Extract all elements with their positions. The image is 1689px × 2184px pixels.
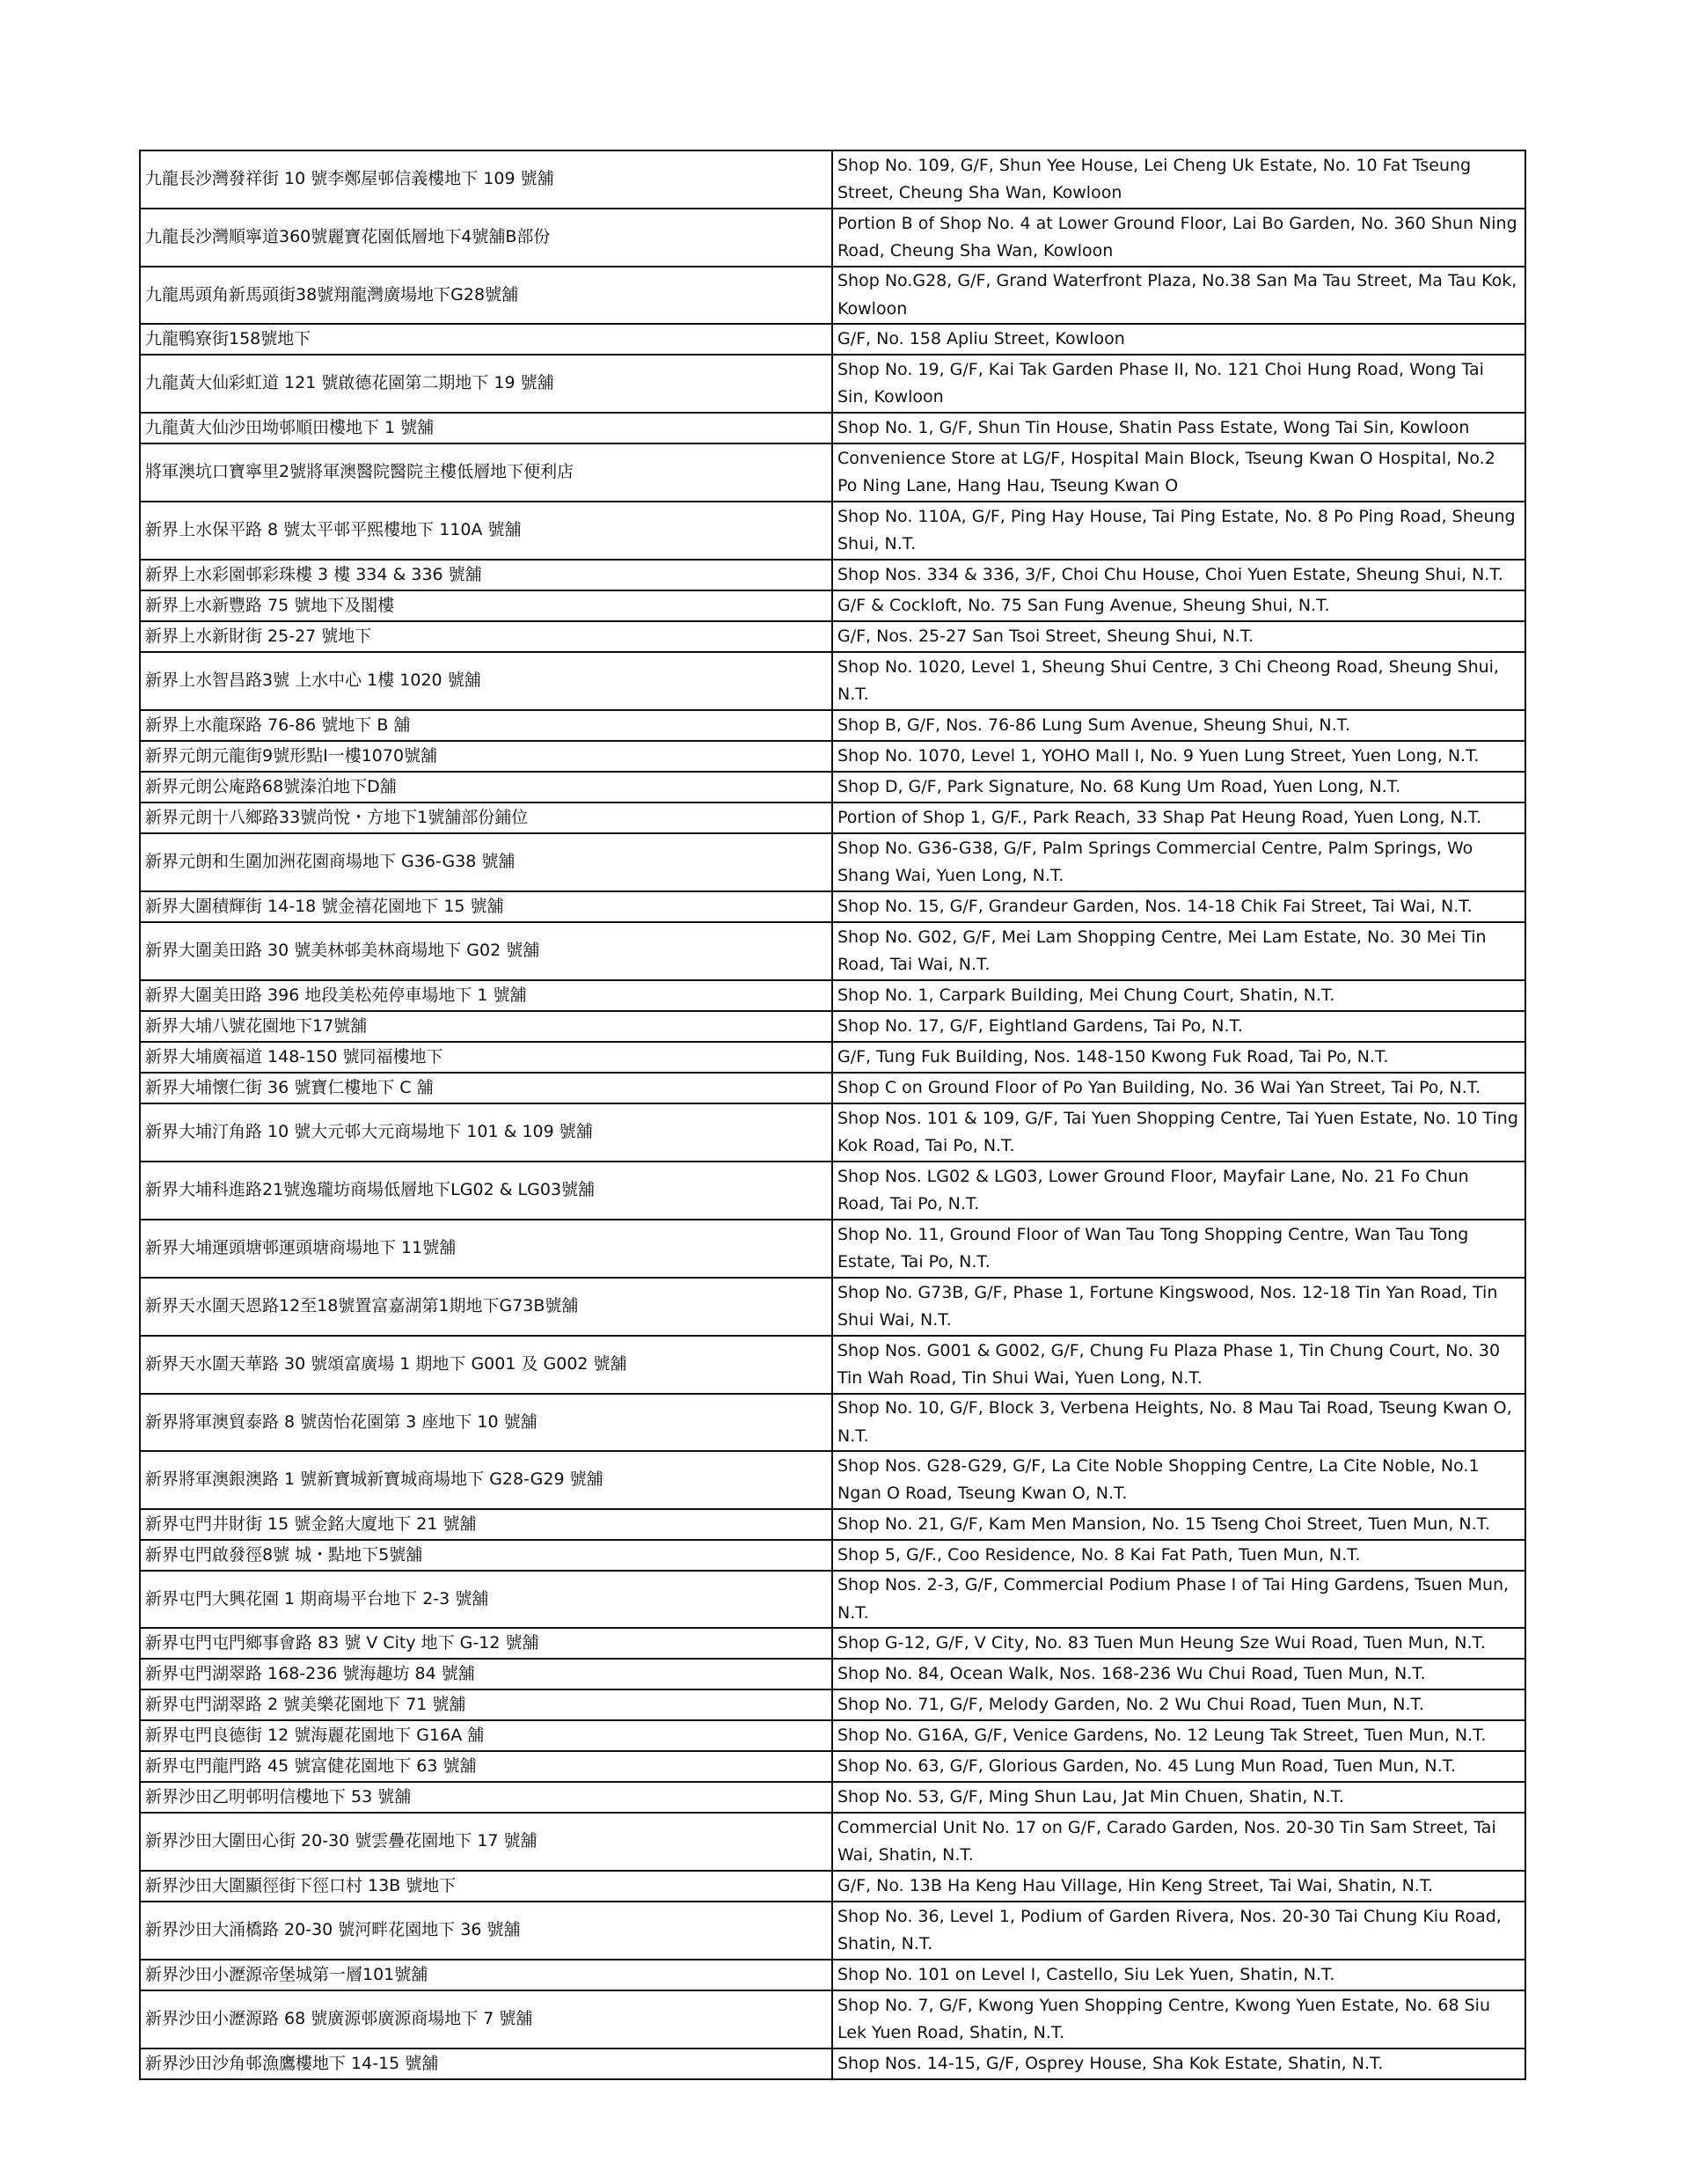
english-address-cell: Shop D, G/F, Park Signature, No. 68 Kung Um Road, Yuen Long, N.T.: [832, 772, 1525, 803]
chinese-address-cell: 新界大圍美田路 30 號美林邨美林商場地下 G02 號舖: [140, 922, 832, 980]
table-row: [140, 1394, 1525, 1451]
english-address-cell: Shop No. 1020, Level 1, Sheung Shui Centre, 3 Chi Cheong Road, Sheung Shui, N.T.: [832, 652, 1525, 710]
english-address-cell: Shop Nos. 14-15, G/F, Osprey House, Sha Kok Estate, Shatin, N.T.: [832, 2048, 1525, 2079]
table-row: [140, 1990, 1525, 2048]
english-address-cell: Shop No. 1, G/F, Shun Tin House, Shatin Pass Estate, Wong Tai Sin, Kowloon: [832, 413, 1525, 443]
table-row: [140, 1659, 1525, 1689]
table-row: [140, 741, 1525, 772]
table-row: [140, 891, 1525, 922]
chinese-address-cell: 九龍長沙灣順寧道360號麗寶花園低層地下4號舖B部份: [140, 209, 832, 267]
table-row: [140, 922, 1525, 980]
english-address-cell: Shop Nos. 101 & 109, G/F, Tai Yuen Shopping Centre, Tai Yuen Estate, No. 10 Ting Kok Road, Tai Po, N.T.: [832, 1103, 1525, 1162]
table-row: [140, 1509, 1525, 1540]
table-row: [140, 1871, 1525, 1902]
table-row: [140, 710, 1525, 741]
english-address-cell: Shop No. 110A, G/F, Ping Hay House, Tai Ping Estate, No. 8 Po Ping Road, Sheung Shui, N.T.: [832, 502, 1525, 560]
table-row: [140, 1813, 1525, 1871]
chinese-address-cell: 新界沙田沙角邨漁鷹樓地下 14-15 號舖: [140, 2048, 832, 2079]
table-row: [140, 1278, 1525, 1336]
table-row: [140, 1011, 1525, 1042]
english-address-cell: G/F & Cockloft, No. 75 San Fung Avenue, Sheung Shui, N.T.: [832, 590, 1525, 621]
chinese-address-cell: 新界大埔汀角路 10 號大元邨大元商場地下 101 & 109 號舖: [140, 1103, 832, 1162]
table-row: [140, 209, 1525, 267]
table-row: [140, 1042, 1525, 1073]
english-address-cell: G/F, Tung Fuk Building, Nos. 148-150 Kwong Fuk Road, Tai Po, N.T.: [832, 1042, 1525, 1073]
address-table: [139, 150, 1526, 2080]
chinese-address-cell: 新界天水圍天華路 30 號頌富廣場 1 期地下 G001 及 G002 號舖: [140, 1336, 832, 1394]
english-address-cell: Shop G-12, G/F, V City, No. 83 Tuen Mun Heung Sze Wui Road, Tuen Mun, N.T.: [832, 1628, 1525, 1659]
chinese-address-cell: 新界大埔廣福道 148-150 號同福樓地下: [140, 1042, 832, 1073]
chinese-address-cell: 新界元朗元龍街9號形點I一樓1070號舖: [140, 741, 832, 772]
english-address-cell: Shop No. 17, G/F, Eightland Gardens, Tai Po, N.T.: [832, 1011, 1525, 1042]
chinese-address-cell: 新界天水圍天恩路12至18號置富嘉湖第1期地下G73B號舖: [140, 1278, 832, 1336]
table-row: [140, 1451, 1525, 1509]
chinese-address-cell: 新界將軍澳貿泰路 8 號茵怡花園第 3 座地下 10 號舖: [140, 1394, 832, 1451]
chinese-address-cell: 新界元朗十八鄉路33號尚悅・方地下1號舖部份鋪位: [140, 803, 832, 833]
chinese-address-cell: 九龍黃大仙沙田坳邨順田樓地下 1 號舖: [140, 413, 832, 443]
english-address-cell: Shop No. 1070, Level 1, YOHO Mall I, No. 9 Yuen Lung Street, Yuen Long, N.T.: [832, 741, 1525, 772]
chinese-address-cell: 新界屯門龍門路 45 號富健花園地下 63 號舖: [140, 1751, 832, 1782]
chinese-address-cell: 新界大圍積輝街 14-18 號金禧花園地下 15 號舖: [140, 891, 832, 922]
english-address-cell: Shop Nos. 2-3, G/F, Commercial Podium Phase I of Tai Hing Gardens, Tsuen Mun, N.T.: [832, 1571, 1525, 1628]
table-row: [140, 803, 1525, 833]
english-address-cell: Portion of Shop 1, G/F., Park Reach, 33 Shap Pat Heung Road, Yuen Long, N.T.: [832, 803, 1525, 833]
english-address-cell: G/F, No. 13B Ha Keng Hau Village, Hin Keng Street, Tai Wai, Shatin, N.T.: [832, 1871, 1525, 1902]
table-row: [140, 1103, 1525, 1162]
chinese-address-cell: 新界沙田大圍顯徑街下徑口村 13B 號地下: [140, 1871, 832, 1902]
english-address-cell: Shop No. 109, G/F, Shun Yee House, Lei Cheng Uk Estate, No. 10 Fat Tseung Street, Cheung Sha Wan, Kowloon: [832, 150, 1525, 209]
english-address-cell: Shop No. 10, G/F, Block 3, Verbena Heights, No. 8 Mau Tai Road, Tseung Kwan O, N.T.: [832, 1394, 1525, 1451]
table-row: [140, 1628, 1525, 1659]
table-row: [140, 560, 1525, 590]
chinese-address-cell: 新界屯門井財街 15 號金銘大廈地下 21 號舖: [140, 1509, 832, 1540]
chinese-address-cell: 新界大埔八號花園地下17號舖: [140, 1011, 832, 1042]
table-row: [140, 590, 1525, 621]
chinese-address-cell: 新界沙田小瀝源路 68 號廣源邨廣源商場地下 7 號舖: [140, 1990, 832, 2048]
table-row: [140, 772, 1525, 803]
table-row: [140, 502, 1525, 560]
english-address-cell: Shop No. 63, G/F, Glorious Garden, No. 45 Lung Mun Road, Tuen Mun, N.T.: [832, 1751, 1525, 1782]
english-address-cell: Shop No. G73B, G/F, Phase 1, Fortune Kingswood, Nos. 12-18 Tin Yan Road, Tin Shui Wai, N.T.: [832, 1278, 1525, 1336]
table-row: [140, 267, 1525, 324]
chinese-address-cell: 新界大埔運頭塘邨運頭塘商場地下 11號舖: [140, 1220, 832, 1278]
chinese-address-cell: 將軍澳坑口寶寧里2號將軍澳醫院醫院主樓低層地下便利店: [140, 443, 832, 502]
table-row: [140, 1960, 1525, 1990]
table-row: [140, 355, 1525, 413]
english-address-cell: Convenience Store at LG/F, Hospital Main Block, Tseung Kwan O Hospital, No.2 Po Ning Lane, Hang Hau, Tseung Kwan O: [832, 443, 1525, 502]
english-address-cell: Shop 5, G/F., Coo Residence, No. 8 Kai Fat Path, Tuen Mun, N.T.: [832, 1540, 1525, 1571]
english-address-cell: Shop No. 11, Ground Floor of Wan Tau Tong Shopping Centre, Wan Tau Tong Estate, Tai Po, N.T.: [832, 1220, 1525, 1278]
table-row: [140, 1902, 1525, 1960]
chinese-address-cell: 新界屯門湖翠路 168-236 號海趣坊 84 號舖: [140, 1659, 832, 1689]
table-row: [140, 980, 1525, 1011]
english-address-cell: Portion B of Shop No. 4 at Lower Ground Floor, Lai Bo Garden, No. 360 Shun Ning Road, Cheung Sha Wan, Kowloon: [832, 209, 1525, 267]
chinese-address-cell: 新界沙田小瀝源帝堡城第一層101號舖: [140, 1960, 832, 1990]
table-row: [140, 413, 1525, 443]
table-row: [140, 1571, 1525, 1628]
table-row: [140, 1073, 1525, 1103]
chinese-address-cell: 新界大圍美田路 396 地段美松苑停車場地下 1 號舖: [140, 980, 832, 1011]
chinese-address-cell: 新界大埔懷仁街 36 號寶仁樓地下 C 舖: [140, 1073, 832, 1103]
chinese-address-cell: 新界沙田大涌橋路 20-30 號河畔花園地下 36 號舖: [140, 1902, 832, 1960]
english-address-cell: Shop C on Ground Floor of Po Yan Building, No. 36 Wai Yan Street, Tai Po, N.T.: [832, 1073, 1525, 1103]
chinese-address-cell: 新界屯門大興花園 1 期商場平台地下 2-3 號舖: [140, 1571, 832, 1628]
english-address-cell: Shop No. 101 on Level I, Castello, Siu Lek Yuen, Shatin, N.T.: [832, 1960, 1525, 1990]
chinese-address-cell: 新界屯門湖翠路 2 號美樂花園地下 71 號舖: [140, 1689, 832, 1720]
table-row: [140, 1162, 1525, 1220]
chinese-address-cell: 新界上水新豐路 75 號地下及閣樓: [140, 590, 832, 621]
english-address-cell: G/F, Nos. 25-27 San Tsoi Street, Sheung Shui, N.T.: [832, 621, 1525, 652]
english-address-cell: Shop No. 1, Carpark Building, Mei Chung Court, Shatin, N.T.: [832, 980, 1525, 1011]
english-address-cell: Shop No. G36-G38, G/F, Palm Springs Commercial Centre, Palm Springs, Wo Shang Wai, Yuen Long, N.T.: [832, 833, 1525, 891]
english-address-cell: Shop No. 84, Ocean Walk, Nos. 168-236 Wu Chui Road, Tuen Mun, N.T.: [832, 1659, 1525, 1689]
table-row: [140, 1751, 1525, 1782]
english-address-cell: Shop Nos. 334 & 336, 3/F, Choi Chu House, Choi Yuen Estate, Sheung Shui, N.T.: [832, 560, 1525, 590]
table-row: [140, 324, 1525, 355]
table-row: [140, 652, 1525, 710]
chinese-address-cell: 九龍長沙灣發祥街 10 號李鄭屋邨信義樓地下 109 號舖: [140, 150, 832, 209]
chinese-address-cell: 九龍鴨寮街158號地下: [140, 324, 832, 355]
english-address-cell: Shop No.G28, G/F, Grand Waterfront Plaza, No.38 San Ma Tau Street, Ma Tau Kok, Kowloon: [832, 267, 1525, 324]
table-row: [140, 1540, 1525, 1571]
chinese-address-cell: 新界沙田乙明邨明信樓地下 53 號舖: [140, 1782, 832, 1813]
table-row: [140, 1336, 1525, 1394]
chinese-address-cell: 新界上水智昌路3號 上水中心 1樓 1020 號舖: [140, 652, 832, 710]
english-address-cell: Shop No. 19, G/F, Kai Tak Garden Phase II, No. 121 Choi Hung Road, Wong Tai Sin, Kowloon: [832, 355, 1525, 413]
english-address-cell: Shop Nos. G28-G29, G/F, La Cite Noble Shopping Centre, La Cite Noble, No.1 Ngan O Road, Tseung Kwan O, N.T.: [832, 1451, 1525, 1509]
address-table-body: [140, 150, 1525, 2079]
chinese-address-cell: 新界大埔科進路21號逸瓏坊商場低層地下LG02 & LG03號舖: [140, 1162, 832, 1220]
chinese-address-cell: 新界元朗公庵路68號溱泊地下D舖: [140, 772, 832, 803]
chinese-address-cell: 九龍馬頭角新馬頭街38號翔龍灣廣場地下G28號舖: [140, 267, 832, 324]
english-address-cell: Shop No. 15, G/F, Grandeur Garden, Nos. 14-18 Chik Fai Street, Tai Wai, N.T.: [832, 891, 1525, 922]
english-address-cell: Shop Nos. LG02 & LG03, Lower Ground Floor, Mayfair Lane, No. 21 Fo Chun Road, Tai Po, N.T.: [832, 1162, 1525, 1220]
chinese-address-cell: 新界沙田大圍田心街 20-30 號雲疊花園地下 17 號舖: [140, 1813, 832, 1871]
table-row: [140, 1720, 1525, 1751]
table-row: [140, 1782, 1525, 1813]
chinese-address-cell: 新界屯門良德街 12 號海麗花園地下 G16A 舖: [140, 1720, 832, 1751]
english-address-cell: Shop No. 7, G/F, Kwong Yuen Shopping Centre, Kwong Yuen Estate, No. 68 Siu Lek Yuen Road, Shatin, N.T.: [832, 1990, 1525, 2048]
chinese-address-cell: 新界屯門屯門鄉事會路 83 號 V City 地下 G-12 號舖: [140, 1628, 832, 1659]
table-row: [140, 1220, 1525, 1278]
chinese-address-cell: 新界上水保平路 8 號太平邨平熙樓地下 110A 號舖: [140, 502, 832, 560]
chinese-address-cell: 新界屯門啟發徑8號 城・點地下5號舖: [140, 1540, 832, 1571]
table-row: [140, 443, 1525, 502]
english-address-cell: Shop No. G02, G/F, Mei Lam Shopping Centre, Mei Lam Estate, No. 30 Mei Tin Road, Tai Wai, N.T.: [832, 922, 1525, 980]
table-row: [140, 150, 1525, 209]
english-address-cell: Shop No. 21, G/F, Kam Men Mansion, No. 15 Tseng Choi Street, Tuen Mun, N.T.: [832, 1509, 1525, 1540]
chinese-address-cell: 新界上水彩園邨彩珠樓 3 樓 334 & 336 號舖: [140, 560, 832, 590]
chinese-address-cell: 新界上水龍琛路 76-86 號地下 B 舖: [140, 710, 832, 741]
english-address-cell: Shop B, G/F, Nos. 76-86 Lung Sum Avenue, Sheung Shui, N.T.: [832, 710, 1525, 741]
english-address-cell: Shop No. 71, G/F, Melody Garden, No. 2 Wu Chui Road, Tuen Mun, N.T.: [832, 1689, 1525, 1720]
table-row: [140, 1689, 1525, 1720]
table-row: [140, 833, 1525, 891]
english-address-cell: Shop No. G16A, G/F, Venice Gardens, No. 12 Leung Tak Street, Tuen Mun, N.T.: [832, 1720, 1525, 1751]
english-address-cell: Shop No. 36, Level 1, Podium of Garden Rivera, Nos. 20-30 Tai Chung Kiu Road, Shatin, N.T.: [832, 1902, 1525, 1960]
table-row: [140, 2048, 1525, 2079]
english-address-cell: G/F, No. 158 Apliu Street, Kowloon: [832, 324, 1525, 355]
chinese-address-cell: 新界上水新財街 25-27 號地下: [140, 621, 832, 652]
english-address-cell: Commercial Unit No. 17 on G/F, Carado Garden, Nos. 20-30 Tin Sam Street, Tai Wai, Shatin, N.T.: [832, 1813, 1525, 1871]
chinese-address-cell: 新界元朗和生圍加洲花園商場地下 G36-G38 號舖: [140, 833, 832, 891]
chinese-address-cell: 新界將軍澳銀澳路 1 號新寶城新寶城商場地下 G28-G29 號舖: [140, 1451, 832, 1509]
english-address-cell: Shop No. 53, G/F, Ming Shun Lau, Jat Min Chuen, Shatin, N.T.: [832, 1782, 1525, 1813]
chinese-address-cell: 九龍黃大仙彩虹道 121 號啟德花園第二期地下 19 號舖: [140, 355, 832, 413]
table-row: [140, 621, 1525, 652]
english-address-cell: Shop Nos. G001 & G002, G/F, Chung Fu Plaza Phase 1, Tin Chung Court, No. 30 Tin Wah Road, Tin Shui Wai, Yuen Long, N.T.: [832, 1336, 1525, 1394]
